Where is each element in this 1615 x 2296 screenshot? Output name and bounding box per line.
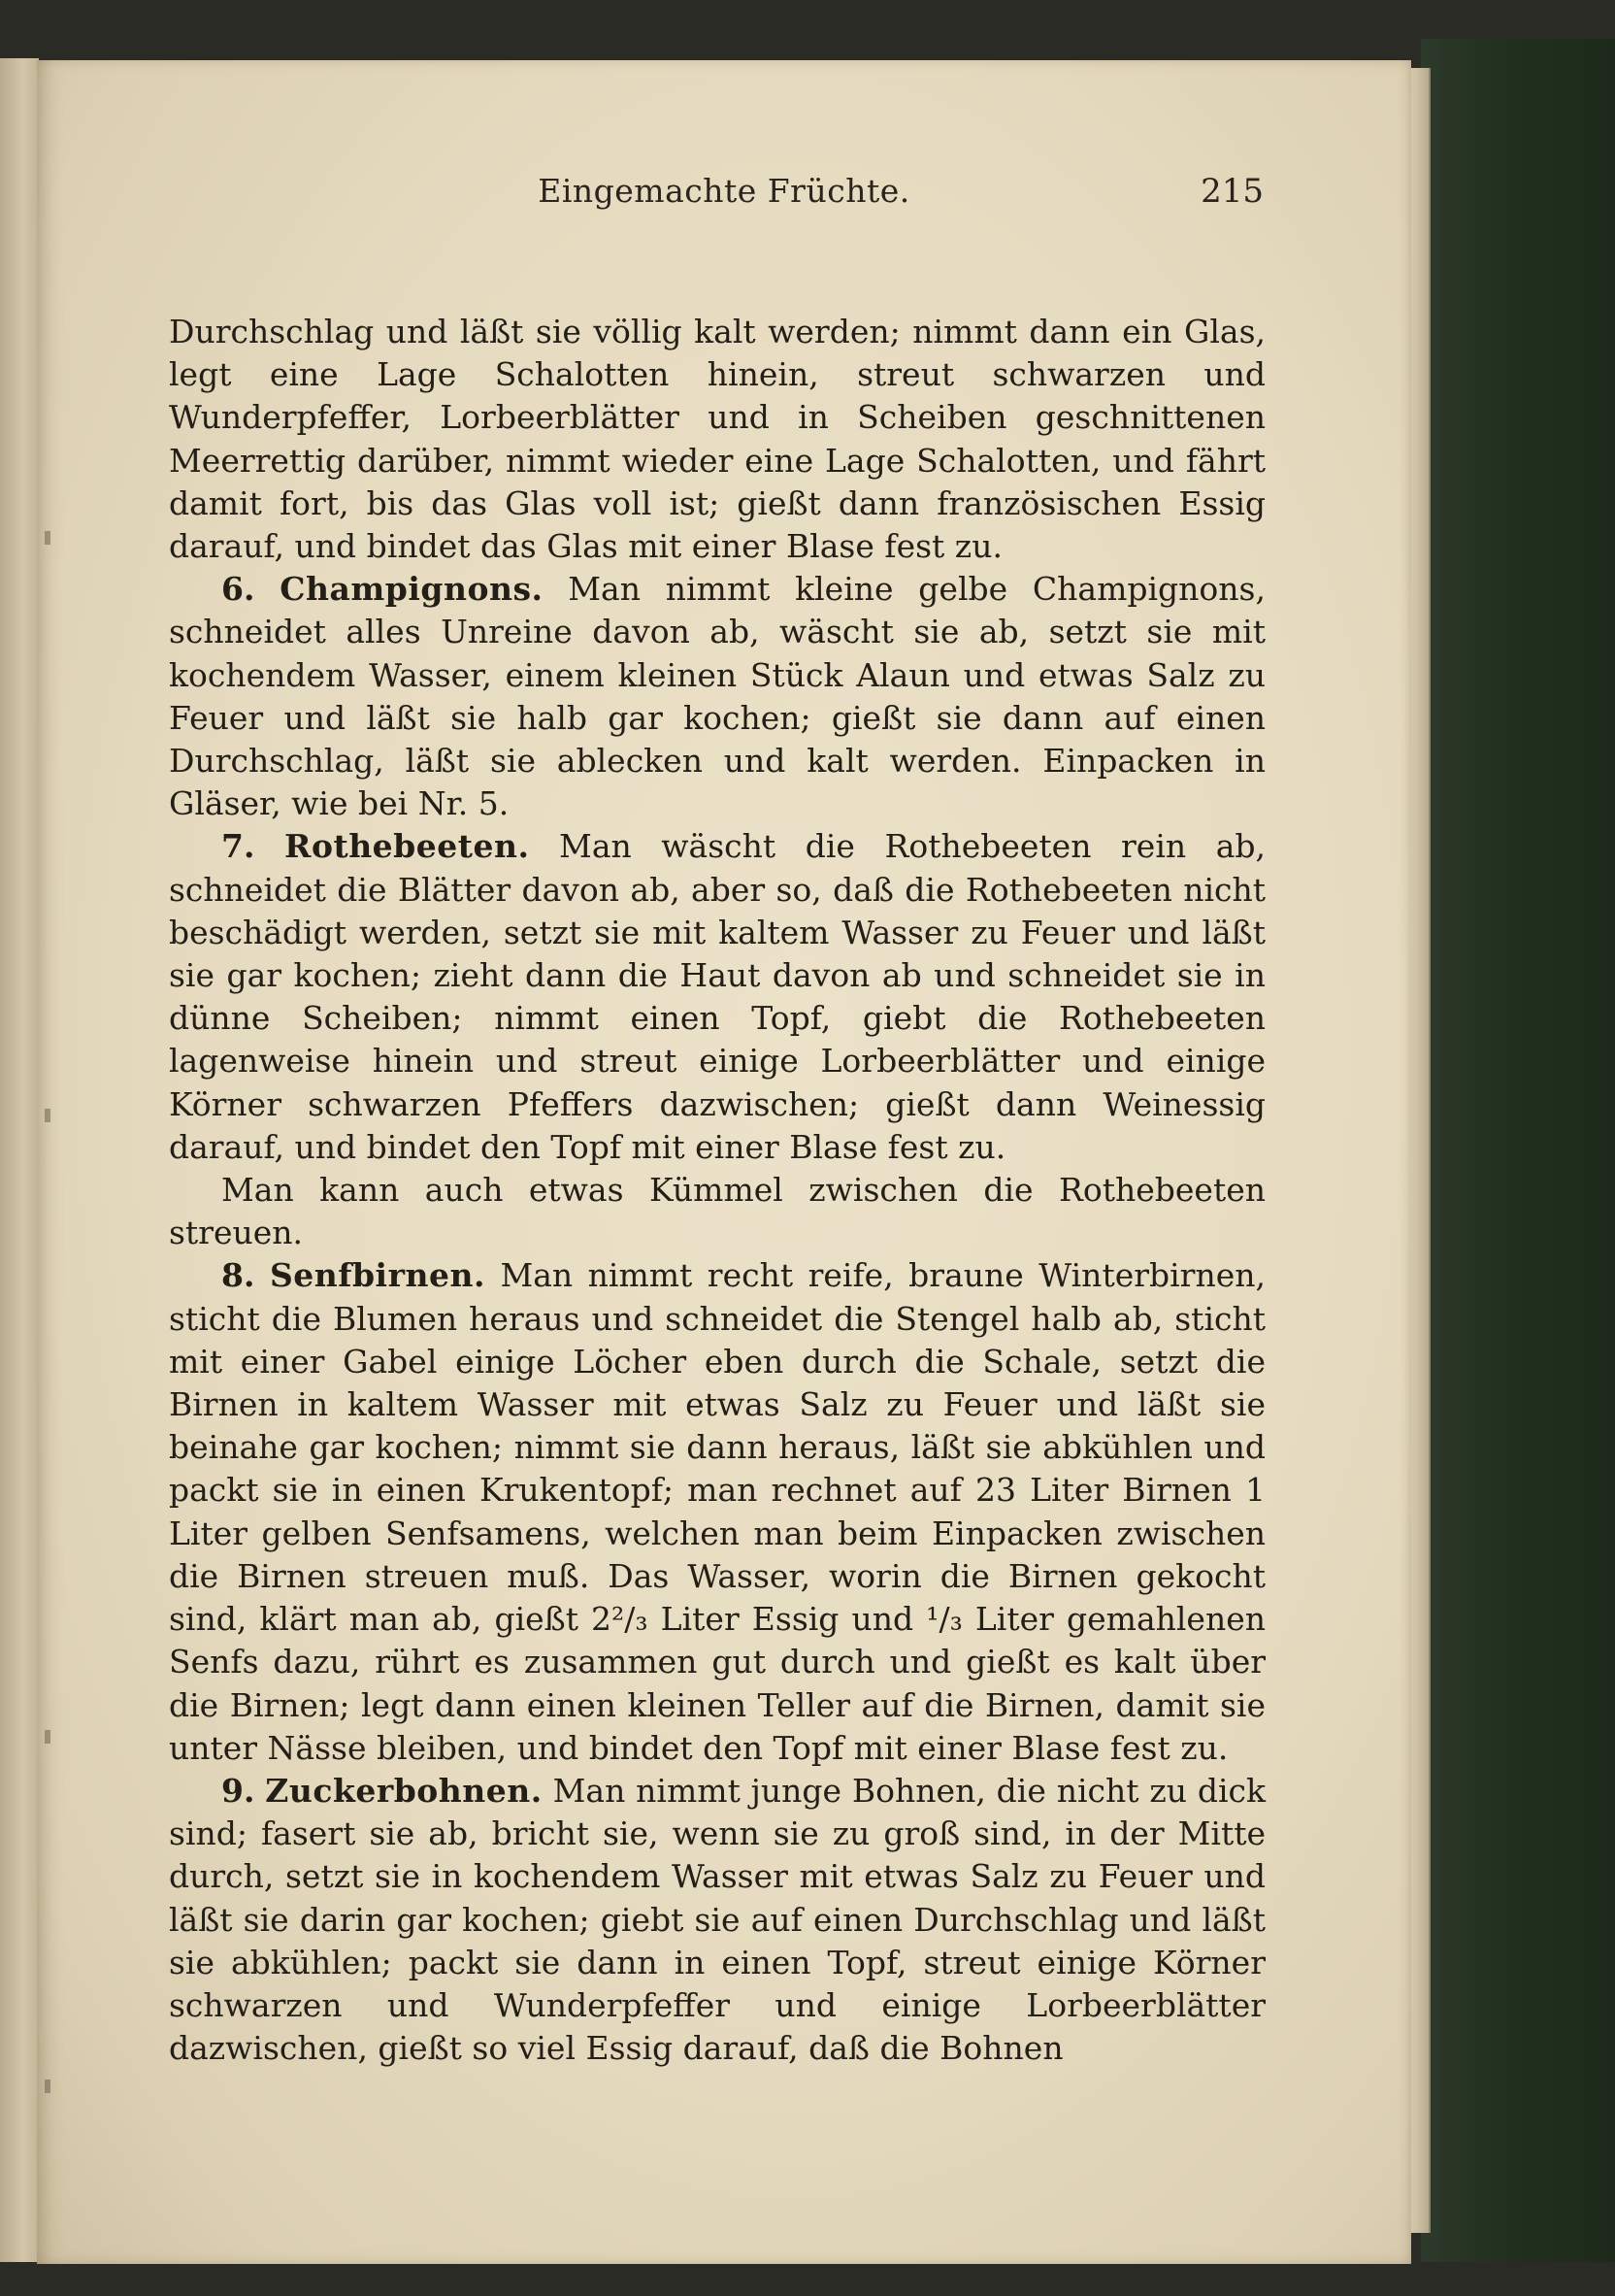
paragraph-continuation: Durchschlag und läßt sie völlig kalt werden; nimmt dann ein Glas, legt eine Lage Schalotten hinein, streut schwarzen und Wunderpfeffer, Lorbeerblätter und in Scheiben geschnittenen Meerrettig darüber, nimmt wieder eine Lage Schalotten, und fährt damit fort, bis das Glas voll ist; gießt dann französischen Essig darauf, und bindet das Glas mit einer Blase fest zu. — [169, 313, 1266, 566]
recipe-number: 8. — [221, 1256, 255, 1295]
recipe-text: Man nimmt recht reife, braune Winterbirnen, sticht die Blumen heraus und schneidet die Stengel halb ab, sticht mit einer Gabel einige Löcher eben durch die Schale, setzt die Birnen in kaltem Wasser mit etwas Salz zu Feuer und läßt sie beinahe gar kochen; nimmt sie dann heraus, läßt sie abkühlen und packt sie in einen Krukentopf; man rechnet auf 23 Liter Birnen 1 Liter gelben Senfsamens, welchen man beim Einpacken zwischen die Birnen streuen muß. Das Wasser, worin die Birnen gekocht sind, klärt man ab, gießt 2²/₃ Liter Essig und ¹/₃ Liter gemahlenen Senfs dazu, rührt es zusammen gut durch und gießt es kalt über die Birnen; legt dann einen kleinen Teller auf die Birnen, damit sie unter Nässe bleiben, und bindet den Topf mit einer Blase fest zu. — [169, 1256, 1266, 1767]
paragraph-note: Man kann auch etwas Kümmel zwischen die Rothebeeten streuen. — [169, 1171, 1266, 1252]
facing-page-edge — [0, 58, 39, 2262]
book-page — [37, 60, 1411, 2264]
book-cover — [1421, 39, 1615, 2262]
page-number: 215 — [1201, 172, 1264, 211]
recipe-text: Man wäscht die Rothebeeten rein ab, schneidet die Blätter davon ab, aber so, daß die Rothebeeten nicht beschädigt werden, setzt sie mit kaltem Wasser zu Feuer und läßt sie gar kochen; zieht dann die Haut davon ab und schneidet sie in dünne Scheiben; nimmt einen Topf, giebt die Rothebeeten lagenweise hinein und streut einige Lorbeerblätter und einige Körner schwarzen Pfeffers dazwischen; gießt dann Weinessig darauf, und bindet den Topf mit einer Blase fest zu. — [169, 827, 1266, 1166]
recipe-number: 9. — [221, 1771, 255, 1810]
recipe-heading: Zuckerbohnen. — [265, 1771, 543, 1810]
recipe-senfbirnen — [169, 1254, 1266, 1769]
recipe-rothebeeten — [169, 825, 1266, 1169]
recipe-number: 6. — [221, 570, 255, 609]
recipe-heading: Champignons. — [280, 570, 544, 609]
recipe-text: Man nimmt junge Bohnen, die nicht zu dick sind; fasert sie ab, bricht sie, wenn sie zu groß sind, in der Mitte durch, setzt sie in kochendem Wasser mit etwas Salz zu Feuer und läßt sie darin gar kochen; giebt sie auf einen Durchschlag und läßt sie abkühlen; packt sie dann in einen Topf, streut einige Körner schwarzen und Wunderpfeffer und einige Lorbeerblätter dazwischen, gießt so viel Essig darauf, daß die Bohnen — [169, 1771, 1266, 2068]
recipe-champignons — [169, 568, 1266, 825]
recipe-number: 7. — [221, 827, 255, 866]
body-text — [169, 311, 1266, 2070]
recipe-heading: Senfbirnen. — [269, 1256, 485, 1295]
recipe-text: Man nimmt kleine gelbe Champignons, schneidet alles Unreine davon ab, wäscht sie ab, setzt sie mit kochendem Wasser, einem kleinen Stück Alaun und etwas Salz zu Feuer und läßt sie halb gar kochen; gießt sie dann auf einen Durchschlag, läßt sie ablecken und kalt werden. Einpacken in Gläser, wie bei Nr. 5. — [169, 570, 1266, 823]
recipe-zuckerbohnen — [169, 1770, 1266, 2070]
running-head-title: Eingemachte Früchte. — [538, 172, 910, 210]
recipe-heading: Rothebeeten. — [284, 827, 530, 866]
running-head — [37, 172, 1411, 230]
